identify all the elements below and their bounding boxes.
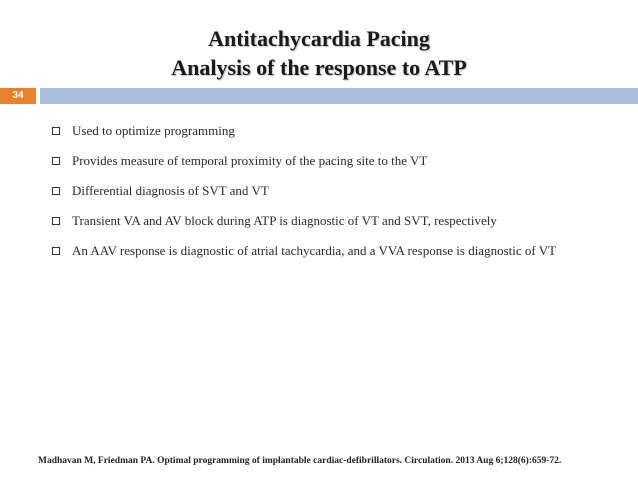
bullet-text: Transient VA and AV block during ATP is diagnostic of VT and SVT, respectively — [72, 213, 497, 228]
hollow-square-bullet-icon — [52, 187, 60, 195]
bullet-item — [52, 182, 632, 212]
hollow-square-bullet-icon — [52, 127, 60, 135]
hollow-square-bullet-icon — [52, 157, 60, 165]
citation: Madhavan M, Friedman PA. Optimal programming of implantable cardiac-defibrillators. Circulation. 2013 Aug 6;128(6):659-72. — [38, 456, 562, 466]
bullet-item — [52, 152, 632, 182]
bullet-item — [52, 212, 632, 242]
bullet-item — [52, 122, 632, 152]
slide-title-line-2: Analysis of the response to ATP — [171, 55, 467, 80]
hollow-square-bullet-icon — [52, 247, 60, 255]
slide-title — [0, 24, 638, 82]
slide-title-line-1: Antitachycardia Pacing — [208, 26, 430, 51]
bullet-text: Used to optimize programming — [72, 123, 235, 138]
hollow-square-bullet-icon — [52, 217, 60, 225]
bullet-item — [52, 242, 632, 272]
bullet-list — [52, 122, 632, 272]
bullet-text: An AAV response is diagnostic of atrial tachycardia, and a VVA response is diagnostic of VT — [72, 243, 557, 258]
divider-bar — [40, 88, 638, 104]
header-divider — [0, 88, 638, 104]
bullet-text: Provides measure of temporal proximity of the pacing site to the VT — [72, 153, 428, 168]
bullet-text: Differential diagnosis of SVT and VT — [72, 183, 269, 198]
slide-number: 34 — [0, 88, 36, 104]
